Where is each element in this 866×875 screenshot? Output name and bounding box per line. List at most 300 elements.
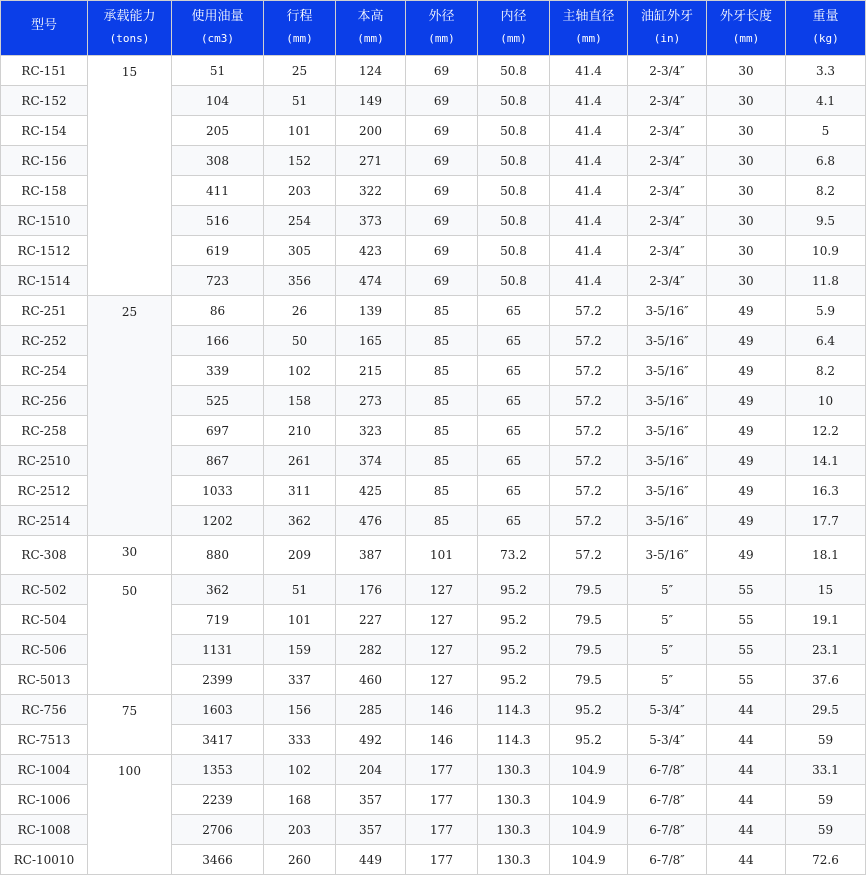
spec-cell: 308: [172, 146, 264, 176]
model-cell: RC-5013: [1, 665, 88, 695]
column-header-label: 使用油量: [191, 9, 244, 24]
column-header-unit: (mm): [732, 32, 760, 45]
spec-cell: 3-5/16″: [628, 506, 707, 536]
spec-cell: 5: [786, 116, 866, 146]
spec-cell: 2-3/4″: [628, 56, 707, 86]
spec-cell: 85: [406, 506, 478, 536]
spec-cell: 1131: [172, 635, 264, 665]
spec-cell: 127: [406, 665, 478, 695]
model-cell: RC-2510: [1, 446, 88, 476]
spec-cell: 3-5/16″: [628, 416, 707, 446]
spec-cell: 177: [406, 755, 478, 785]
spec-cell: 49: [707, 296, 786, 326]
spec-cell: 69: [406, 176, 478, 206]
spec-cell: 3466: [172, 845, 264, 875]
spec-cell: 101: [406, 536, 478, 575]
spec-cell: 65: [478, 356, 550, 386]
spec-cell: 95.2: [550, 695, 628, 725]
table-row: [1, 575, 866, 605]
spec-cell: 57.2: [550, 356, 628, 386]
spec-cell: 516: [172, 206, 264, 236]
spec-cell: 333: [264, 725, 336, 755]
model-cell: RC-254: [1, 356, 88, 386]
model-cell: RC-10010: [1, 845, 88, 875]
model-cell: RC-308: [1, 536, 88, 575]
model-cell: RC-756: [1, 695, 88, 725]
spec-cell: 362: [264, 506, 336, 536]
spec-cell: 55: [707, 665, 786, 695]
spec-cell: 30: [707, 266, 786, 296]
spec-cell: 2-3/4″: [628, 206, 707, 236]
spec-cell: 85: [406, 416, 478, 446]
model-cell: RC-158: [1, 176, 88, 206]
spec-cell: 57.2: [550, 536, 628, 575]
spec-cell: 2-3/4″: [628, 86, 707, 116]
column-header-label: 油缸外牙: [640, 9, 693, 24]
spec-cell: 373: [336, 206, 406, 236]
spec-cell: 282: [336, 635, 406, 665]
spec-cell: 6-7/8″: [628, 815, 707, 845]
spec-cell: 5.9: [786, 296, 866, 326]
spec-cell: 65: [478, 476, 550, 506]
spec-cell: 4.1: [786, 86, 866, 116]
spec-cell: 3417: [172, 725, 264, 755]
spec-cell: 1603: [172, 695, 264, 725]
spec-cell: 3-5/16″: [628, 536, 707, 575]
spec-cell: 2-3/4″: [628, 146, 707, 176]
spec-cell: 69: [406, 146, 478, 176]
column-header: [172, 1, 264, 56]
spec-cell: 73.2: [478, 536, 550, 575]
column-header-unit: (tons): [109, 32, 150, 45]
spec-cell: 139: [336, 296, 406, 326]
spec-cell: 867: [172, 446, 264, 476]
model-cell: RC-151: [1, 56, 88, 86]
column-header: [264, 1, 336, 56]
column-header: [1, 1, 88, 56]
spec-cell: 69: [406, 116, 478, 146]
spec-cell: 165: [336, 326, 406, 356]
table-row: [1, 536, 866, 575]
spec-cell: 6-7/8″: [628, 785, 707, 815]
spec-cell: 69: [406, 56, 478, 86]
spec-cell: 6-7/8″: [628, 845, 707, 875]
spec-cell: 79.5: [550, 575, 628, 605]
spec-cell: 6.8: [786, 146, 866, 176]
spec-cell: 723: [172, 266, 264, 296]
column-header-label: 型号: [30, 18, 57, 33]
column-header-label: 主轴直径: [562, 9, 615, 24]
spec-cell: 30: [707, 146, 786, 176]
spec-cell: 8.2: [786, 176, 866, 206]
capacity-cell: 30: [88, 536, 172, 575]
spec-cell: 215: [336, 356, 406, 386]
table-row: [1, 56, 866, 86]
spec-cell: 159: [264, 635, 336, 665]
spec-cell: 57.2: [550, 296, 628, 326]
spec-cell: 2706: [172, 815, 264, 845]
spec-cell: 339: [172, 356, 264, 386]
spec-cell: 59: [786, 785, 866, 815]
column-header: [707, 1, 786, 56]
spec-cell: 30: [707, 206, 786, 236]
spec-cell: 23.1: [786, 635, 866, 665]
spec-cell: 203: [264, 176, 336, 206]
spec-cell: 152: [264, 146, 336, 176]
spec-cell: 104.9: [550, 845, 628, 875]
column-header-label: 外径: [428, 9, 455, 24]
spec-cell: 30: [707, 86, 786, 116]
model-cell: RC-506: [1, 635, 88, 665]
capacity-cell: 15: [88, 56, 172, 296]
spec-cell: 69: [406, 236, 478, 266]
model-cell: RC-156: [1, 146, 88, 176]
spec-cell: 65: [478, 506, 550, 536]
spec-cell: 200: [336, 116, 406, 146]
spec-cell: 311: [264, 476, 336, 506]
spec-cell: 285: [336, 695, 406, 725]
spec-cell: 95.2: [478, 665, 550, 695]
column-header: [336, 1, 406, 56]
spec-cell: 619: [172, 236, 264, 266]
spec-cell: 85: [406, 296, 478, 326]
spec-cell: 16.3: [786, 476, 866, 506]
spec-cell: 227: [336, 605, 406, 635]
spec-cell: 57.2: [550, 506, 628, 536]
spec-cell: 95.2: [478, 635, 550, 665]
model-cell: RC-258: [1, 416, 88, 446]
spec-cell: 85: [406, 386, 478, 416]
model-cell: RC-1514: [1, 266, 88, 296]
spec-cell: 65: [478, 386, 550, 416]
spec-cell: 59: [786, 725, 866, 755]
spec-cell: 19.1: [786, 605, 866, 635]
spec-cell: 50.8: [478, 206, 550, 236]
spec-cell: 65: [478, 326, 550, 356]
column-header: [406, 1, 478, 56]
spec-cell: 411: [172, 176, 264, 206]
spec-cell: 55: [707, 605, 786, 635]
spec-cell: 41.4: [550, 176, 628, 206]
spec-cell: 492: [336, 725, 406, 755]
spec-cell: 57.2: [550, 446, 628, 476]
spec-cell: 146: [406, 725, 478, 755]
spec-cell: 44: [707, 815, 786, 845]
spec-cell: 30: [707, 56, 786, 86]
spec-cell: 176: [336, 575, 406, 605]
spec-cell: 210: [264, 416, 336, 446]
spec-cell: 146: [406, 695, 478, 725]
spec-cell: 49: [707, 446, 786, 476]
spec-cell: 5″: [628, 575, 707, 605]
spec-cell: 41.4: [550, 116, 628, 146]
spec-cell: 356: [264, 266, 336, 296]
column-header: [88, 1, 172, 56]
spec-cell: 29.5: [786, 695, 866, 725]
spec-cell: 5-3/4″: [628, 725, 707, 755]
model-cell: RC-1006: [1, 785, 88, 815]
spec-cell: 271: [336, 146, 406, 176]
column-header-unit: (cm3): [200, 32, 235, 45]
spec-cell: 95.2: [478, 605, 550, 635]
spec-cell: 49: [707, 506, 786, 536]
spec-cell: 5-3/4″: [628, 695, 707, 725]
model-cell: RC-152: [1, 86, 88, 116]
spec-cell: 41.4: [550, 236, 628, 266]
spec-cell: 101: [264, 116, 336, 146]
capacity-cell: 50: [88, 575, 172, 695]
spec-cell: 50.8: [478, 236, 550, 266]
spec-cell: 2-3/4″: [628, 116, 707, 146]
spec-cell: 25: [264, 56, 336, 86]
spec-cell: 51: [172, 56, 264, 86]
spec-cell: 104.9: [550, 755, 628, 785]
column-header-label: 行程: [286, 9, 313, 24]
column-header-unit: (mm): [286, 32, 313, 45]
spec-cell: 166: [172, 326, 264, 356]
spec-cell: 104.9: [550, 785, 628, 815]
spec-cell: 3.3: [786, 56, 866, 86]
spec-cell: 95.2: [478, 575, 550, 605]
spec-cell: 44: [707, 725, 786, 755]
spec-cell: 86: [172, 296, 264, 326]
spec-cell: 79.5: [550, 665, 628, 695]
spec-cell: 33.1: [786, 755, 866, 785]
spec-cell: 41.4: [550, 206, 628, 236]
spec-cell: 1353: [172, 755, 264, 785]
column-header-unit: (mm): [575, 32, 602, 45]
spec-cell: 156: [264, 695, 336, 725]
spec-cell: 30: [707, 176, 786, 206]
spec-cell: 525: [172, 386, 264, 416]
spec-cell: 65: [478, 416, 550, 446]
spec-cell: 204: [336, 755, 406, 785]
spec-cell: 69: [406, 206, 478, 236]
spec-cell: 254: [264, 206, 336, 236]
spec-cell: 177: [406, 785, 478, 815]
spec-cell: 37.6: [786, 665, 866, 695]
spec-cell: 51: [264, 86, 336, 116]
spec-cell: 5″: [628, 635, 707, 665]
spec-cell: 2399: [172, 665, 264, 695]
spec-cell: 6-7/8″: [628, 755, 707, 785]
model-cell: RC-256: [1, 386, 88, 416]
spec-cell: 44: [707, 755, 786, 785]
spec-cell: 14.1: [786, 446, 866, 476]
spec-cell: 127: [406, 635, 478, 665]
spec-cell: 205: [172, 116, 264, 146]
spec-cell: 50.8: [478, 266, 550, 296]
spec-cell: 168: [264, 785, 336, 815]
spec-cell: 261: [264, 446, 336, 476]
spec-cell: 476: [336, 506, 406, 536]
spec-cell: 6.4: [786, 326, 866, 356]
spec-cell: 95.2: [550, 725, 628, 755]
spec-cell: 3-5/16″: [628, 296, 707, 326]
spec-cell: 1033: [172, 476, 264, 506]
spec-cell: 57.2: [550, 416, 628, 446]
model-cell: RC-2514: [1, 506, 88, 536]
spec-cell: 85: [406, 476, 478, 506]
spec-cell: 50.8: [478, 56, 550, 86]
spec-cell: 3-5/16″: [628, 446, 707, 476]
spec-cell: 85: [406, 356, 478, 386]
spec-cell: 49: [707, 356, 786, 386]
spec-cell: 9.5: [786, 206, 866, 236]
model-cell: RC-2512: [1, 476, 88, 506]
spec-cell: 18.1: [786, 536, 866, 575]
spec-cell: 44: [707, 845, 786, 875]
spec-cell: 41.4: [550, 266, 628, 296]
capacity-cell: 25: [88, 296, 172, 536]
spec-cell: 357: [336, 785, 406, 815]
spec-cell: 65: [478, 296, 550, 326]
spec-cell: 149: [336, 86, 406, 116]
spec-cell: 50: [264, 326, 336, 356]
spec-cell: 3-5/16″: [628, 326, 707, 356]
spec-cell: 50.8: [478, 146, 550, 176]
column-header-unit: (mm): [500, 32, 527, 45]
spec-cell: 423: [336, 236, 406, 266]
spec-cell: 158: [264, 386, 336, 416]
model-cell: RC-504: [1, 605, 88, 635]
spec-cell: 85: [406, 446, 478, 476]
spec-cell: 3-5/16″: [628, 356, 707, 386]
spec-cell: 127: [406, 575, 478, 605]
spec-cell: 362: [172, 575, 264, 605]
model-cell: RC-502: [1, 575, 88, 605]
spec-cell: 374: [336, 446, 406, 476]
spec-cell: 50.8: [478, 176, 550, 206]
spec-cell: 17.7: [786, 506, 866, 536]
spec-cell: 69: [406, 86, 478, 116]
spec-cell: 101: [264, 605, 336, 635]
spec-cell: 8.2: [786, 356, 866, 386]
spec-cell: 177: [406, 815, 478, 845]
spec-cell: 30: [707, 236, 786, 266]
spec-cell: 177: [406, 845, 478, 875]
spec-cell: 387: [336, 536, 406, 575]
model-cell: RC-1512: [1, 236, 88, 266]
spec-cell: 104.9: [550, 815, 628, 845]
spec-cell: 260: [264, 845, 336, 875]
spec-cell: 57.2: [550, 386, 628, 416]
spec-cell: 44: [707, 785, 786, 815]
column-header-label: 重量: [812, 9, 839, 24]
spec-cell: 50.8: [478, 86, 550, 116]
table-body: [1, 56, 866, 875]
spec-cell: 79.5: [550, 635, 628, 665]
column-header-unit: (in): [653, 32, 681, 45]
table-row: [1, 695, 866, 725]
spec-cell: 49: [707, 476, 786, 506]
spec-cell: 57.2: [550, 326, 628, 356]
column-header: [478, 1, 550, 56]
spec-cell: 55: [707, 635, 786, 665]
spec-cell: 85: [406, 326, 478, 356]
spec-cell: 130.3: [478, 845, 550, 875]
model-cell: RC-1004: [1, 755, 88, 785]
spec-cell: 10.9: [786, 236, 866, 266]
spec-cell: 2239: [172, 785, 264, 815]
spec-cell: 2-3/4″: [628, 176, 707, 206]
spec-cell: 15: [786, 575, 866, 605]
model-cell: RC-1008: [1, 815, 88, 845]
spec-cell: 102: [264, 356, 336, 386]
spec-cell: 114.3: [478, 725, 550, 755]
model-cell: RC-7513: [1, 725, 88, 755]
spec-cell: 55: [707, 575, 786, 605]
column-header: [550, 1, 628, 56]
spec-cell: 69: [406, 266, 478, 296]
spec-cell: 65: [478, 446, 550, 476]
spec-cell: 41.4: [550, 146, 628, 176]
spec-cell: 57.2: [550, 476, 628, 506]
spec-cell: 59: [786, 815, 866, 845]
column-header-label: 承载能力: [103, 9, 156, 24]
spec-cell: 697: [172, 416, 264, 446]
capacity-cell: 100: [88, 755, 172, 875]
spec-cell: 49: [707, 326, 786, 356]
table-row: [1, 755, 866, 785]
spec-cell: 41.4: [550, 86, 628, 116]
spec-cell: 130.3: [478, 755, 550, 785]
spec-cell: 130.3: [478, 815, 550, 845]
column-header-unit: (mm): [357, 32, 384, 45]
spec-cell: 203: [264, 815, 336, 845]
column-header-label: 内径: [500, 9, 527, 24]
model-cell: RC-154: [1, 116, 88, 146]
spec-cell: 3-5/16″: [628, 476, 707, 506]
spec-cell: 11.8: [786, 266, 866, 296]
column-header-label: 本高: [357, 9, 384, 24]
table-header: [1, 1, 866, 56]
spec-cell: 44: [707, 695, 786, 725]
spec-cell: 49: [707, 416, 786, 446]
spec-cell: 273: [336, 386, 406, 416]
spec-cell: 114.3: [478, 695, 550, 725]
capacity-cell: 75: [88, 695, 172, 755]
column-header-label: 外牙长度: [719, 9, 772, 24]
spec-cell: 323: [336, 416, 406, 446]
column-header: [786, 1, 866, 56]
spec-cell: 719: [172, 605, 264, 635]
spec-cell: 49: [707, 536, 786, 575]
spec-cell: 41.4: [550, 56, 628, 86]
spec-cell: 12.2: [786, 416, 866, 446]
model-cell: RC-1510: [1, 206, 88, 236]
spec-cell: 49: [707, 386, 786, 416]
spec-cell: 50.8: [478, 116, 550, 146]
spec-cell: 79.5: [550, 605, 628, 635]
spec-cell: 51: [264, 575, 336, 605]
spec-cell: 130.3: [478, 785, 550, 815]
spec-cell: 10: [786, 386, 866, 416]
spec-cell: 2-3/4″: [628, 236, 707, 266]
spec-cell: 449: [336, 845, 406, 875]
spec-cell: 357: [336, 815, 406, 845]
spec-cell: 127: [406, 605, 478, 635]
spec-cell: 26: [264, 296, 336, 326]
spec-cell: 880: [172, 536, 264, 575]
model-cell: RC-251: [1, 296, 88, 326]
spec-cell: 1202: [172, 506, 264, 536]
spec-cell: 5″: [628, 665, 707, 695]
spec-cell: 124: [336, 56, 406, 86]
table-row: [1, 296, 866, 326]
spec-cell: 209: [264, 536, 336, 575]
spec-cell: 104: [172, 86, 264, 116]
